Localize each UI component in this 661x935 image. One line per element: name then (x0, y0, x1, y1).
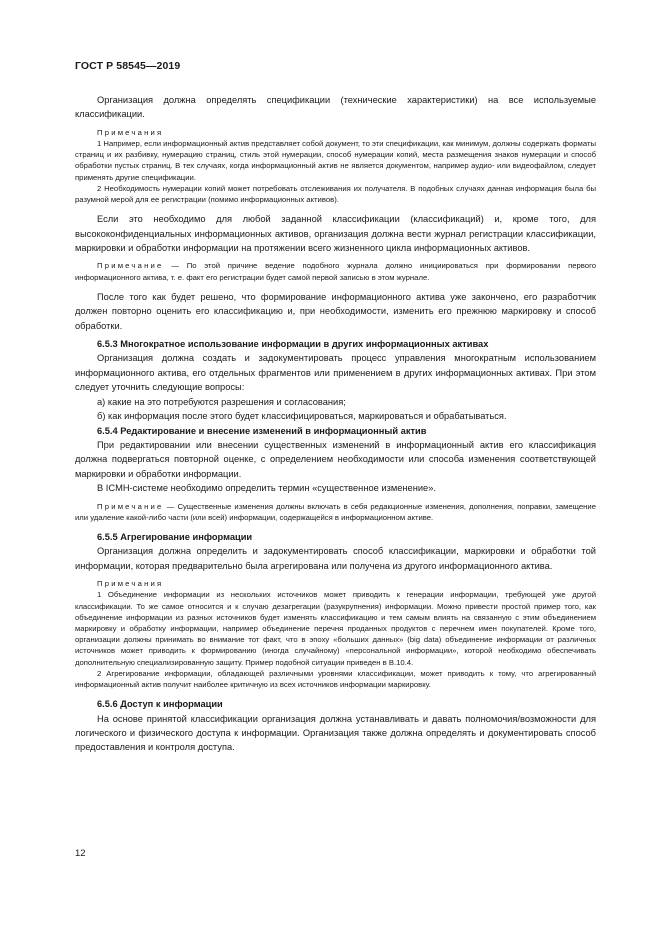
section-heading-6-5-5: 6.5.5 Агрегирование информации (97, 531, 253, 542)
section-heading-6-5-6: 6.5.6 Доступ к информации (97, 699, 223, 710)
paragraph-reuse-process: Организация должна создать и задокументировать процесс управления многократным использованием информационного актива, его отдельных фрагментов или применением в других информационных активах. При этом следует уточнить следующие вопросы: (75, 353, 596, 393)
page-number: 12 (75, 848, 86, 859)
note-1-page-formats: 1 Например, если информационный актив представляет собой документ, то эти спецификации, как минимум, должны содержать форматы страниц и их разбивку, нумерацию страниц, стиль этой нумерации, способ нумерации копий, места размещения знаков нумерации и способ обработки пустых страниц. В тех случаях, когда информационный актив не является документом, например аудио- или видеофайлом, следует применять другие спецификации. (75, 139, 596, 182)
note-1-aggregation: 1 Объединение информации из нескольких источников может приводить к генерации информации, требующей уже другой классификации. То же самое относится и к случаю дезагрегации (разукрупнения) информации. Можно привести простой пример того, как объединение информации из разных источников будет изменять классификацию и тем самым влиять на связанную с этим объединением маркировку и обработку информации, например объединение перечня проданных продуктов с перечнем имен покупателей. Кроме того, организации должны принимать во внимание тот факт, что в эпоху «больших данных» (big data) объединение информации от различных источников может приводить к формированию (иногда случайному) «персональной информации», которой необходимо обеспечивать дополнительную специализированную защиту. Пример подобной ситуации приведен в В.10.4. (75, 590, 596, 667)
paragraph-reassess-classification: После того как будет решено, что формирование информационного актива уже закончено, его разработчик должен повторно оценить его классификацию и, при необходимости, изменить его прежнюю маркировку и способ обработки. (75, 291, 596, 331)
document-header: ГОСТ Р 58545—2019 (75, 60, 181, 72)
note-significant-changes (75, 501, 596, 523)
section-heading-6-5-3: 6.5.3 Многократное использование информации в других информационных активах (97, 339, 489, 350)
list-item-a: а) какие на это потребуются разрешения и согласования; (97, 396, 346, 407)
note-text: — Существенные изменения должны включать в себя редакционные изменения, дополнения, поправки, замещение или удаление какой-либо части (или всей) информации, содержащейся в информационном активе. (75, 501, 596, 522)
page-body (75, 93, 596, 755)
paragraph-specifications: Организация должна определять спецификации (технические характеристики) на все используемые классификации. (75, 95, 596, 120)
note-label: Примечание (97, 501, 164, 511)
paragraph-aggregation: Организация должна определить и задокументировать способ классификации, маркировки и обработки той информации, которая предварительно была агрегирована или получена из другого информационного актива. (75, 546, 596, 571)
note-text: — По этой причине ведение подобного журнала должно инициироваться при формировании первого информационного актива, т. е. факт его регистрации будет самой первой записью в этом журнале. (75, 261, 596, 282)
note-label: Примечание (97, 261, 164, 271)
paragraph-registration-log: Если это необходимо для любой заданной классификации (классификаций) и, кроме того, для высококонфиденциальных информационных активов, организация должна вести журнал регистрации классификации, маркировки и обработки информации на протяжении всего жизненного цикла информационных активов. (75, 214, 596, 254)
list-item-b: б) как информация после этого будет классифицироваться, маркироваться и обрабатываться. (97, 411, 507, 422)
note-registration-log (75, 260, 596, 282)
note-2-copy-numbering: 2 Необходимость нумерации копий может потребовать отслеживания их получателя. В подобных случаях данная информация была бы разумной мерой для ее регистрации (помимо информационных активов). (75, 183, 596, 205)
paragraph-access: На основе принятой классификации организация должна устанавливать и давать полномочия/возможности для логического и физического доступа к информации. Организация также должна определять и документировать способ предоставления и контроля доступа. (75, 713, 596, 753)
section-heading-6-5-4: 6.5.4 Редактирование и внесение изменений в информационный актив (97, 425, 427, 436)
paragraph-editing: При редактировании или внесении существенных изменений в информационный актив его классификация должна подвергаться повторной оценке, с определением необходимости или способа изменения соответствующей маркировки и обработки информации. (75, 439, 596, 479)
paragraph-significant-change: В ICMH-системе необходимо определить термин «существенное изменение». (97, 483, 436, 494)
notes-heading: Примечания (97, 127, 164, 137)
note-2-aggregation-levels: 2 Агрегирование информации, обладающей различными уровнями классификации, может приводить к тому, что агрегированный информационный актив получит наиболее критичную из всех источников информации маркировку. (75, 668, 596, 689)
notes-heading: Примечания (97, 579, 164, 589)
